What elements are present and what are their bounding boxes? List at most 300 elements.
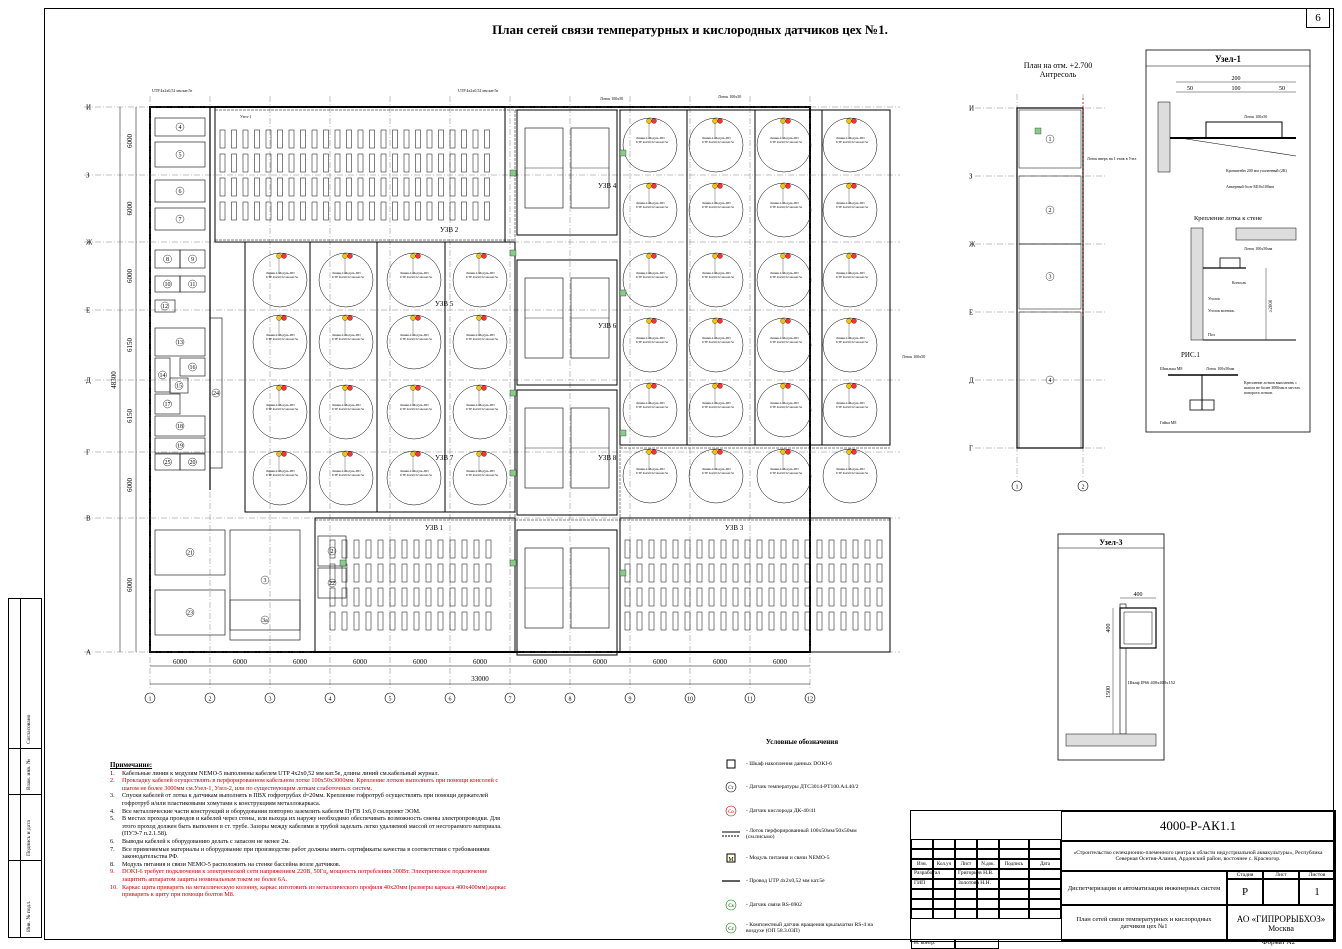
rack xyxy=(414,588,419,606)
sensor-line-label: Линия-2-Модуль-ПП xyxy=(770,467,799,471)
zone-label: УЗВ 5 xyxy=(435,300,454,308)
axis-letter: И xyxy=(969,104,975,113)
sensor-co-icon xyxy=(847,119,852,124)
stamp-cell xyxy=(999,879,1029,889)
rack xyxy=(793,612,798,630)
sensor-line-label: Линия-2-Модуль-ПП xyxy=(332,271,361,275)
rack xyxy=(301,130,306,148)
rack xyxy=(745,588,750,606)
row-dimension: 6150 xyxy=(126,409,134,423)
tray-label: Лоток 100х50 xyxy=(902,354,926,359)
pool-tank xyxy=(387,451,441,505)
sensor-ct-icon xyxy=(348,452,353,457)
sheet-value xyxy=(1263,879,1299,905)
legend-item xyxy=(722,823,882,847)
pool-tank xyxy=(757,318,811,372)
rack xyxy=(486,540,491,558)
rack xyxy=(865,588,870,606)
sheet-label: Лист xyxy=(1263,871,1299,879)
rack xyxy=(381,202,386,220)
stamp-col-header: Изм. xyxy=(911,859,933,869)
rack xyxy=(637,540,642,558)
rack xyxy=(416,154,421,172)
rack xyxy=(865,564,870,582)
rack xyxy=(853,588,858,606)
row-dimension: 6000 xyxy=(126,134,134,148)
rack xyxy=(450,588,455,606)
room-number: 23 xyxy=(187,610,193,617)
rack xyxy=(769,540,774,558)
rack xyxy=(673,588,678,606)
axis-number: 3 xyxy=(268,696,272,703)
rack xyxy=(243,202,248,220)
sensor-co-icon xyxy=(713,184,718,189)
stamp-cell xyxy=(977,909,999,919)
total-width-dim: 33000 xyxy=(471,675,489,683)
note-number: 9. xyxy=(110,868,115,876)
pool-tank xyxy=(689,118,743,172)
pool-tank xyxy=(823,253,877,307)
rack xyxy=(255,202,260,220)
sensor-line-label: Линия-2-Модуль-ПП xyxy=(702,136,731,140)
rack xyxy=(733,588,738,606)
sensor-co-icon xyxy=(411,316,416,321)
rack xyxy=(330,588,335,606)
sensor-line-label: Линия-2-Модуль-ПП xyxy=(702,201,731,205)
stamp-person xyxy=(955,939,999,949)
col-dimension: 6000 xyxy=(653,658,667,666)
rack xyxy=(721,612,726,630)
rack xyxy=(745,540,750,558)
sensor-line-label: Линия-2-Модуль-ПП xyxy=(770,336,799,340)
sensor-ct-icon xyxy=(718,319,723,324)
svg-text:Сs: Сs xyxy=(728,903,734,909)
node1-title: Узел-1 xyxy=(1214,54,1242,64)
rack xyxy=(301,154,306,172)
row-dimension: 6000 xyxy=(126,478,134,492)
tray-label: Лоток 100х50 xyxy=(600,96,624,101)
stage-label: Стадия xyxy=(1227,871,1263,879)
sensor-co-icon xyxy=(847,184,852,189)
rack xyxy=(721,588,726,606)
sensor-co-icon xyxy=(847,254,852,259)
pool-tank xyxy=(689,318,743,372)
rack xyxy=(769,612,774,630)
note-number: 7. xyxy=(110,845,115,853)
ct-symbol-icon xyxy=(722,781,740,793)
cable-label: UTP 4x2x0,52 мм кат.5е xyxy=(836,471,869,475)
rack xyxy=(649,564,654,582)
sensor-ct-icon xyxy=(852,384,857,389)
axis-number: 10 xyxy=(687,696,693,703)
rack xyxy=(473,178,478,196)
rack xyxy=(358,130,363,148)
note-text: Каркас щита приварить на металлическую колонну, каркас изготовить из металлического профиля 40х20мм (размеры каркаса 400х400мм),каркас приварить к щиту при помощи болтов М8. xyxy=(122,883,507,899)
rack xyxy=(402,588,407,606)
side-stamp xyxy=(8,598,42,938)
sensor-ct-icon xyxy=(786,384,791,389)
rack xyxy=(220,202,225,220)
cable-label: UTP 4x2x0,52 мм кат.5е xyxy=(332,407,365,411)
stamp-cell xyxy=(1029,869,1061,879)
sensor-ct-icon xyxy=(718,254,723,259)
rack xyxy=(817,564,822,582)
legend-text: - Лоток перфорированный 100х50мм/50х50мм (см.письмо) xyxy=(746,828,857,841)
rack xyxy=(427,202,432,220)
pool-tank xyxy=(689,253,743,307)
tray-section xyxy=(1206,122,1282,138)
node-label: Узел-1 xyxy=(240,114,252,119)
stamp-cell xyxy=(911,909,933,919)
cable-label: UTP 4x2x0,52 мм кат.5е xyxy=(770,140,803,144)
rack xyxy=(289,202,294,220)
sensor-co-icon xyxy=(713,450,718,455)
row-dimension: 6000 xyxy=(126,269,134,283)
sensor-ct-icon xyxy=(482,254,487,259)
rack xyxy=(324,154,329,172)
stamp-person: Григорьев Н.В. xyxy=(955,869,999,879)
note-text: Все применяемые материалы и оборудование при производстве работ должны иметь сертификаты качества в соответствии с требованиями законодательства РФ. xyxy=(122,845,490,861)
zone-label: УЗВ 2 xyxy=(440,226,459,234)
floor-slab xyxy=(1066,734,1156,746)
sensor-ct-icon xyxy=(786,319,791,324)
m-symbol-icon xyxy=(722,852,740,864)
room-number: 15 xyxy=(176,383,182,390)
sensor-ct-icon xyxy=(652,184,657,189)
sheets-value: 1 xyxy=(1299,879,1335,905)
axis-letter: Д xyxy=(86,376,91,385)
cable-label: UTP 4x2x0,52 мм кат.5е xyxy=(400,337,433,341)
node3-dim: 400 xyxy=(1133,592,1143,598)
rack xyxy=(793,588,798,606)
rack xyxy=(416,178,421,196)
stamp-cell xyxy=(999,909,1029,919)
side-sign-date: Подпись и дата xyxy=(26,820,32,856)
sensor-co-icon xyxy=(277,254,282,259)
sensor-ct-icon xyxy=(718,384,723,389)
node1-dim: 200 xyxy=(1231,76,1241,82)
legend-item xyxy=(722,752,882,776)
ris-label: Лоток 100х50мм xyxy=(1206,366,1235,371)
rack xyxy=(817,588,822,606)
rack xyxy=(335,154,340,172)
axis-letter: Г xyxy=(969,444,974,453)
cable-label: UTP 4x2x0,52 мм кат.5е xyxy=(636,275,669,279)
rack xyxy=(278,202,283,220)
sensor-co-icon xyxy=(411,452,416,457)
rack xyxy=(439,202,444,220)
stamp-col-header: Подпись xyxy=(999,859,1029,869)
node1-detail xyxy=(1146,50,1310,432)
legend-item xyxy=(722,776,882,800)
row-dimension: 6150 xyxy=(126,338,134,352)
rack xyxy=(462,154,467,172)
format-label: Формат А2 xyxy=(1262,938,1296,946)
rack xyxy=(450,612,455,630)
rack xyxy=(697,564,702,582)
rack xyxy=(817,612,822,630)
rack xyxy=(370,154,375,172)
sensor-line-label: Линия-2-Модуль-ПП xyxy=(636,271,665,275)
sensor-line-label: Линия-2-Модуль-ПП xyxy=(266,469,295,473)
cable-label: UTP 4x2x0,52 мм кат.5е xyxy=(466,275,499,279)
rack xyxy=(697,540,702,558)
cable-label: UTP 4x2x0,52 мм кат.5е xyxy=(836,140,869,144)
rack xyxy=(697,588,702,606)
cable-label: UTP 4x2x0,52 мм кат.5е xyxy=(458,88,499,93)
stamp-cell xyxy=(933,849,955,859)
sensor-line-label: Линия-2-Модуль-ПП xyxy=(636,467,665,471)
sensor-co-icon xyxy=(277,386,282,391)
sensor-ct-icon xyxy=(416,316,421,321)
total-height-dim: 48300 xyxy=(110,371,118,389)
sensor-co-icon xyxy=(713,119,718,124)
sensor-ct-icon xyxy=(852,450,857,455)
rack xyxy=(390,564,395,582)
room-number: 25 xyxy=(164,460,171,466)
rack xyxy=(278,154,283,172)
rack xyxy=(402,612,407,630)
rack xyxy=(841,540,846,558)
nemo-module-icon xyxy=(510,250,516,256)
legend-text: - Датчик температуры ДТС3014-PT100.А4.40/2 xyxy=(746,784,859,791)
rack xyxy=(232,154,237,172)
col-dimension: 6000 xyxy=(473,658,487,666)
rack xyxy=(841,612,846,630)
axis-number: 4 xyxy=(328,696,332,703)
axis-number: 1 xyxy=(1015,484,1019,491)
pool-tank xyxy=(253,253,307,307)
svg-text:Ст: Ст xyxy=(728,786,734,792)
sensor-ct-icon xyxy=(482,452,487,457)
rack xyxy=(781,540,786,558)
page-number: 6 xyxy=(1306,8,1330,28)
axis-letter: З xyxy=(969,172,973,181)
rack xyxy=(673,612,678,630)
cable-label: UTP 4x2x0,52 мм кат.5е xyxy=(466,473,499,477)
rack xyxy=(342,612,347,630)
note-text: Выводы кабелей к оборудованию делать с запасом не менее 2м. xyxy=(122,837,290,845)
stamp-cell xyxy=(911,839,933,849)
room-number: 2 xyxy=(330,549,334,555)
nemo-module-icon xyxy=(620,290,626,296)
sensor-co-icon xyxy=(477,386,482,391)
legend-text: - Провод UTP 4x2x0,52 мм кат.5е xyxy=(746,878,825,885)
rack xyxy=(757,588,762,606)
rack xyxy=(427,178,432,196)
rack xyxy=(745,564,750,582)
nemo-module-icon xyxy=(620,150,626,156)
rack xyxy=(486,588,491,606)
rack xyxy=(462,588,467,606)
rack xyxy=(793,564,798,582)
cable-label: UTP 4x2x0,52 мм кат.5е xyxy=(466,407,499,411)
sensor-co-icon xyxy=(781,119,786,124)
cable-label: UTP 4x2x0,52 мм кат.5е xyxy=(836,340,869,344)
cable-label: UTP 4x2x0,52 мм кат.5е xyxy=(636,205,669,209)
rack xyxy=(709,612,714,630)
rack xyxy=(312,178,317,196)
pool-tank xyxy=(453,385,507,439)
sensor-co-icon xyxy=(277,316,282,321)
cable-label: UTP 4x2x0,52 мм кат.5е xyxy=(836,205,869,209)
rack xyxy=(416,130,421,148)
svg-text:Со: Со xyxy=(728,809,734,815)
cable-label: UTP 4x2x0,52 мм кат.5е xyxy=(770,471,803,475)
stamp-cell xyxy=(1029,899,1061,909)
note-number: 5. xyxy=(110,815,115,823)
rack xyxy=(841,564,846,582)
sensor-line-label: Линия-2-Модуль-ПП xyxy=(636,136,665,140)
sensor-ct-icon xyxy=(786,450,791,455)
rack xyxy=(324,130,329,148)
pool-tank xyxy=(623,118,677,172)
axis-number: 2 xyxy=(208,696,212,703)
rack xyxy=(781,612,786,630)
rack xyxy=(255,154,260,172)
note-number: 1. xyxy=(110,769,115,777)
rack xyxy=(462,564,467,582)
rack xyxy=(243,130,248,148)
sensor-line-label: Линия-2-Модуль-ПП xyxy=(466,333,495,337)
sensor-co-icon xyxy=(277,452,282,457)
sensor-ct-icon xyxy=(348,316,353,321)
sensor-line-label: Линия-2-Модуль-ПП xyxy=(332,469,361,473)
rack xyxy=(438,612,443,630)
pool-tank xyxy=(319,385,373,439)
sensor-line-label: Линия-2-Модуль-ПП xyxy=(400,271,429,275)
notes-list xyxy=(110,770,510,899)
sensor-ct-icon xyxy=(282,452,287,457)
sensor-line-label: Линия-2-Модуль-ПП xyxy=(266,403,295,407)
note-item xyxy=(110,884,510,899)
room-number: 6 xyxy=(178,189,182,195)
axis-letter: Г xyxy=(86,448,91,457)
note-text: В местах прохода проводов и кабелей через стены, или выхода их наружу необходимо обеспечивать возможность смены электропроводки. Для этого проход должен быть выполнен в ст. трубе. Зазоры между кабелями и трубой заделать легко удаляемой массой от несгораемого материала. (ПУЭ-7 п.2.1.58). xyxy=(122,815,502,838)
rack xyxy=(474,612,479,630)
room-number: 4 xyxy=(178,125,182,131)
cabinet xyxy=(1120,608,1156,648)
sensor-ct-icon xyxy=(718,184,723,189)
side-replace: Взам. инв. № xyxy=(26,759,32,790)
fig-label: Уголок монтаж. xyxy=(1208,308,1235,313)
room-number: 12 xyxy=(162,304,168,310)
rack xyxy=(324,178,329,196)
wall-section xyxy=(1158,102,1170,172)
stamp-cell xyxy=(1029,889,1061,899)
col-dimension: 6000 xyxy=(533,658,547,666)
ris-note: Крепление лотков выполнить с шагом не более 3000мм в местах поворота лотков. xyxy=(1244,380,1301,395)
note-number: 4. xyxy=(110,807,115,815)
rack xyxy=(347,178,352,196)
cable-label: UTP 4x2x0,52 мм кат.5е xyxy=(770,275,803,279)
rack xyxy=(370,202,375,220)
note-text: DOKI-6 требует подключения к электрической сети напряжением 220В, 50Гц, мощность потребления 300Вт. Электрическое подключение защитить аппаратом защиты номинальным током не более 6А. xyxy=(122,868,488,883)
rack xyxy=(301,178,306,196)
rack xyxy=(853,540,858,558)
zone-label: УЗВ 6 xyxy=(598,322,617,330)
rack xyxy=(817,540,822,558)
axis-number: 11 xyxy=(747,696,753,703)
cable-label: UTP 4x2x0,52 мм кат.5е xyxy=(266,275,299,279)
stamp-cell xyxy=(977,839,999,849)
cable-label: UTP 4x2x0,52 мм кат.5е xyxy=(152,88,193,93)
sensor-line-label: Линия-2-Модуль-ПП xyxy=(702,271,731,275)
sensor-co-icon xyxy=(647,450,652,455)
sensor-co-icon xyxy=(713,319,718,324)
bracket-brace xyxy=(1180,138,1296,156)
axis-number: 1 xyxy=(148,696,152,703)
rack xyxy=(404,202,409,220)
rack xyxy=(486,564,491,582)
co-symbol-icon xyxy=(722,805,740,817)
pool-tank xyxy=(453,451,507,505)
cable-label: UTP 4x2x0,52 мм кат.5е xyxy=(400,275,433,279)
sensor-ct-icon xyxy=(282,316,287,321)
stamp-cell xyxy=(911,849,933,859)
stamp-role: Разработал xyxy=(911,869,955,879)
sensor-co-icon xyxy=(477,452,482,457)
sensor-co-icon xyxy=(477,254,482,259)
rack xyxy=(266,178,271,196)
rack xyxy=(220,154,225,172)
stamp-col-header: Дата xyxy=(1029,859,1061,869)
ris-title: РИС.1 xyxy=(1181,351,1200,359)
rack xyxy=(402,540,407,558)
cable-label: UTP 4x2x0,52 мм кат.5е xyxy=(702,471,735,475)
rack xyxy=(473,202,478,220)
sensor-line-label: Линия-2-Модуль-ПП xyxy=(636,401,665,405)
cable-label: UTP 4x2x0,52 мм кат.5е xyxy=(770,405,803,409)
cable-label: UTP 4x2x0,52 мм кат.5е xyxy=(702,205,735,209)
sensor-co-icon xyxy=(343,254,348,259)
sensor-co-icon xyxy=(781,319,786,324)
pool-tank xyxy=(387,253,441,307)
rack xyxy=(865,540,870,558)
rack xyxy=(877,588,882,606)
stamp-cell xyxy=(977,849,999,859)
sensor-ct-icon xyxy=(852,119,857,124)
legend-item xyxy=(722,893,882,917)
node3-dim: 400 xyxy=(1106,623,1112,633)
zone-uzv2 xyxy=(215,107,505,242)
rack xyxy=(829,612,834,630)
pool-tank xyxy=(623,318,677,372)
rack xyxy=(661,564,666,582)
sensor-ct-icon xyxy=(652,450,657,455)
rack xyxy=(721,540,726,558)
rack xyxy=(381,154,386,172)
pool-tank xyxy=(757,118,811,172)
rack xyxy=(354,612,359,630)
ris-label: Гайка М8 xyxy=(1160,420,1177,425)
rack xyxy=(366,612,371,630)
nemo-module-icon xyxy=(510,470,516,476)
rack xyxy=(301,202,306,220)
rack xyxy=(462,540,467,558)
rack xyxy=(685,564,690,582)
room-number: 17 xyxy=(164,402,171,408)
sensor-line-label: Линия-2-Модуль-ПП xyxy=(466,271,495,275)
fig-dim: ≥2000 xyxy=(1269,299,1274,313)
rack xyxy=(877,540,882,558)
rack xyxy=(393,154,398,172)
rack xyxy=(266,154,271,172)
rack xyxy=(649,612,654,630)
stamp-role xyxy=(911,889,955,899)
sensor-ct-icon xyxy=(786,184,791,189)
rack xyxy=(637,612,642,630)
